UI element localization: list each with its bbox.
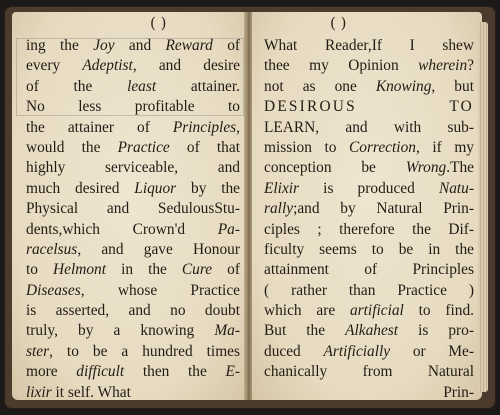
italic-word: Cure xyxy=(181,261,213,279)
text-line xyxy=(264,179,474,199)
text-line xyxy=(264,240,474,260)
text-run: ing the xyxy=(26,37,94,54)
text-run: dents,which Crown'd xyxy=(26,220,218,238)
italic-word: Wrong xyxy=(405,159,447,177)
left-page xyxy=(12,12,248,400)
italic-word: Ma- xyxy=(214,322,240,340)
text-line xyxy=(264,118,474,138)
text-run: But the xyxy=(264,322,346,340)
italic-word: difficult xyxy=(76,363,125,381)
text-run: LEARN, and with sub- xyxy=(264,118,474,136)
text-line xyxy=(264,158,474,178)
italic-word: rally xyxy=(264,200,294,218)
text-run: ;and by Natural Prin- xyxy=(293,200,474,218)
text-run: is pro- xyxy=(398,322,474,340)
text-run: much desired xyxy=(26,179,135,197)
text-run: conception be xyxy=(264,159,406,177)
italic-word: least xyxy=(127,77,157,95)
italic-word: Knowing xyxy=(375,77,432,95)
italic-word: Artificially xyxy=(323,342,391,360)
text-run: which are xyxy=(264,302,350,320)
page-edges xyxy=(478,22,488,392)
text-run: not as one xyxy=(264,77,376,95)
text-line xyxy=(26,97,240,117)
right-page-text xyxy=(264,36,474,400)
text-line xyxy=(26,321,240,341)
italic-word: wherein xyxy=(418,57,468,75)
text-run: DESIROUS TO xyxy=(264,98,474,116)
left-page-number: ( ) xyxy=(150,14,167,32)
text-run: the attainer of xyxy=(26,118,173,136)
text-line xyxy=(26,179,240,199)
text-run: Physical and SedulousStu- xyxy=(26,200,240,218)
text-line xyxy=(26,56,240,76)
italic-word: Helmont xyxy=(53,261,107,279)
text-run: , and desire xyxy=(132,57,240,75)
text-run: of xyxy=(212,37,241,54)
text-line xyxy=(264,281,474,301)
text-run: to xyxy=(26,261,54,279)
right-page xyxy=(252,12,482,400)
text-line xyxy=(264,97,474,117)
text-run: of xyxy=(212,261,240,279)
text-run: , and gave Honour xyxy=(77,240,240,258)
text-line xyxy=(26,199,240,219)
text-line xyxy=(26,220,240,240)
text-run: No less profitable to xyxy=(26,98,240,116)
text-run: would the xyxy=(26,138,118,156)
left-page-text xyxy=(26,36,240,400)
text-run: or Me- xyxy=(390,342,474,360)
text-run: ? xyxy=(467,57,474,75)
text-line xyxy=(26,342,240,362)
text-run: of the xyxy=(26,77,128,95)
italic-word: lixir xyxy=(26,383,52,400)
italic-word: Practice xyxy=(117,138,170,156)
text-run: mission to xyxy=(264,138,349,156)
italic-word: Reward xyxy=(165,37,213,54)
text-run: , xyxy=(236,118,240,136)
italic-word: Alkahest xyxy=(345,322,399,340)
text-run: to find. xyxy=(403,302,474,320)
italic-word: artificial xyxy=(349,302,404,320)
italic-word: racelsus xyxy=(26,240,78,258)
italic-word: Adeptist xyxy=(82,57,133,75)
text-run: more xyxy=(26,363,77,381)
italic-word: E- xyxy=(225,363,240,381)
text-line xyxy=(264,362,474,382)
text-run: ficulty seems to be in the xyxy=(264,240,474,258)
text-run: , whose Practice xyxy=(80,281,240,299)
text-run: attainer. xyxy=(156,77,240,95)
text-run: in the xyxy=(106,261,182,279)
text-run: , if my xyxy=(415,138,474,156)
text-line xyxy=(264,77,474,97)
text-line xyxy=(26,138,240,158)
text-run: every xyxy=(26,57,83,75)
text-line xyxy=(264,342,474,362)
italic-word: Elixir xyxy=(264,179,300,197)
text-line xyxy=(26,281,240,301)
text-run: What Reader,If I shew xyxy=(264,37,474,54)
text-line xyxy=(264,383,474,400)
text-line xyxy=(264,36,474,56)
italic-word: Diseases xyxy=(26,281,81,299)
text-run: is asserted, and no doubt xyxy=(26,302,240,320)
text-line xyxy=(26,118,240,138)
text-run: duced xyxy=(264,342,324,360)
italic-word: Principles xyxy=(172,118,237,136)
italic-word: Correction xyxy=(348,138,416,156)
text-line xyxy=(26,240,240,260)
italic-word: Pa- xyxy=(217,220,240,238)
text-run: by the xyxy=(176,179,240,197)
text-line xyxy=(26,301,240,321)
text-run: .The xyxy=(446,159,474,177)
text-line xyxy=(26,383,240,400)
italic-word: ster xyxy=(26,342,50,360)
text-line xyxy=(26,260,240,280)
text-run: ( rather than Practice ) xyxy=(264,281,474,299)
text-run: of that xyxy=(169,138,240,156)
italic-word: Liquor xyxy=(134,179,177,197)
text-line xyxy=(264,56,474,76)
text-run: and xyxy=(114,37,166,54)
text-line xyxy=(26,362,240,382)
text-line xyxy=(264,321,474,341)
text-line xyxy=(264,220,474,240)
text-line xyxy=(264,301,474,321)
open-book xyxy=(4,6,496,409)
text-run: highly serviceable, and xyxy=(26,159,240,177)
text-run: , but xyxy=(431,77,474,95)
text-line xyxy=(26,36,240,56)
text-run: it self. What xyxy=(51,383,131,400)
text-run: thee my Opinion xyxy=(264,57,419,75)
text-run: attainment of Principles xyxy=(264,261,474,279)
text-line xyxy=(264,138,474,158)
text-line xyxy=(26,158,240,178)
italic-word: Natu- xyxy=(438,179,474,197)
right-page-number: ( ) xyxy=(330,14,347,32)
italic-word: Joy xyxy=(93,37,115,54)
text-line xyxy=(264,199,474,219)
text-run: Prin- xyxy=(443,383,474,400)
text-line xyxy=(26,77,240,97)
text-run: truly, by a knowing xyxy=(26,322,215,340)
text-run: is produced xyxy=(299,179,439,197)
text-run: , to be a hundred times xyxy=(49,342,240,360)
text-run: ciples ; therefore the Dif- xyxy=(264,220,474,238)
text-run: then the xyxy=(124,363,226,381)
text-run: chanically from Natural xyxy=(264,363,474,381)
text-line xyxy=(264,260,474,280)
